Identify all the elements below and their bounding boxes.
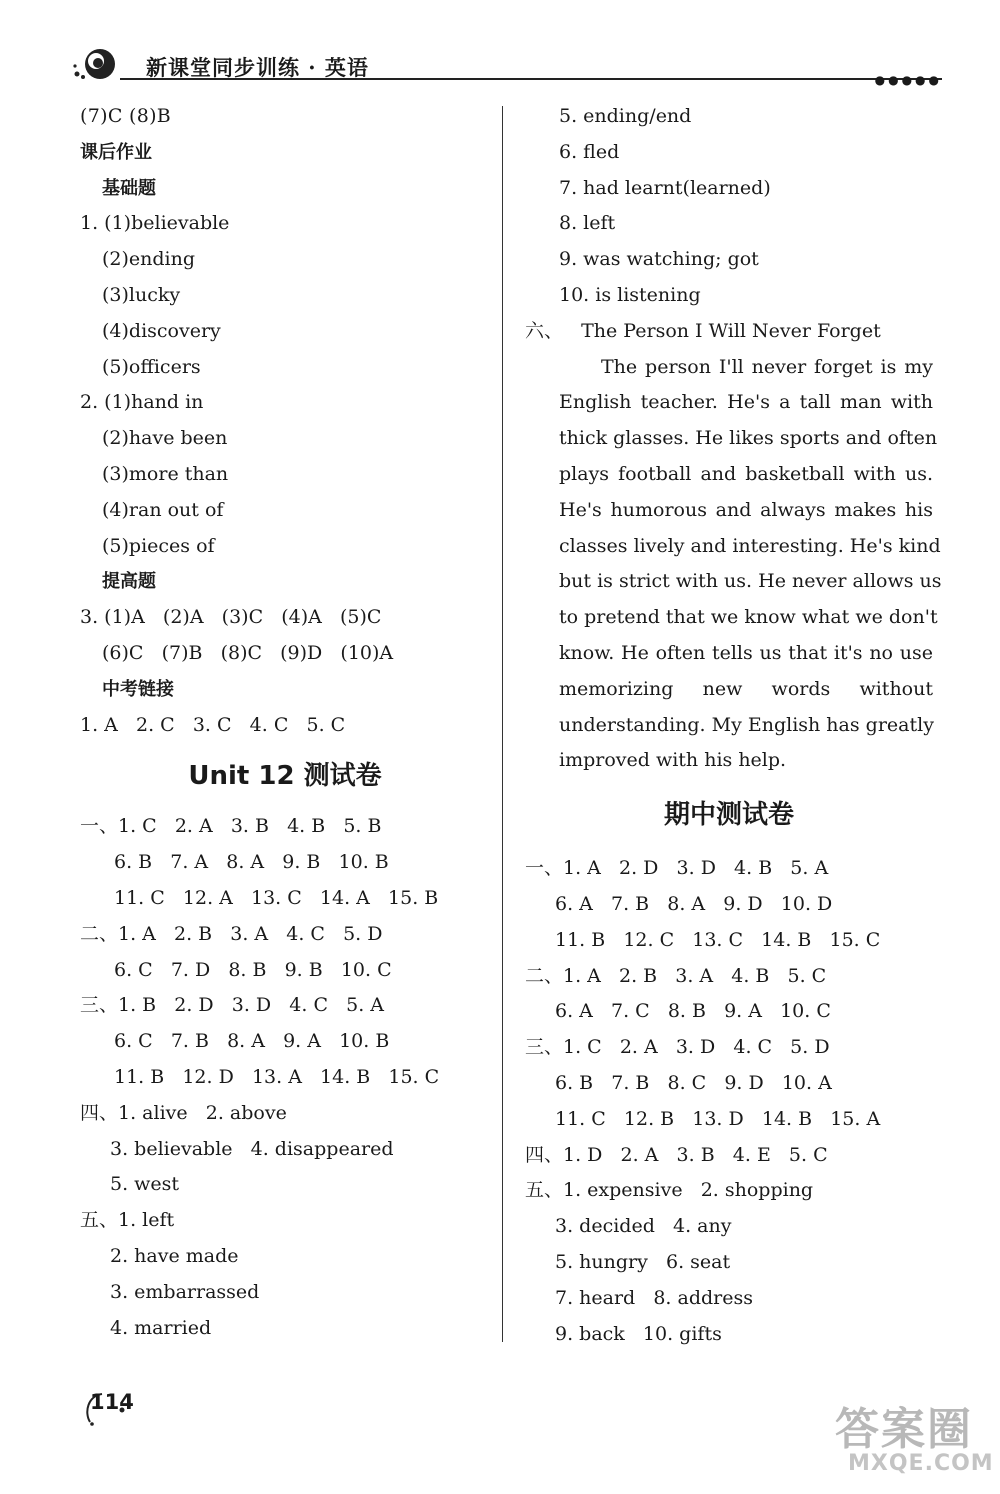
answer-line: 11. C 12. A 13. C 14. A 15. B [114, 886, 439, 909]
answer-line: (5)officers [102, 355, 201, 378]
essay-heading: 六、 The Person I Will Never Forget [525, 319, 881, 342]
answer-line: 4. married [110, 1316, 212, 1339]
answer-line: 四、1. D 2. A 3. B 4. E 5. C [525, 1143, 828, 1166]
answer-line: 2. have made [110, 1244, 239, 1267]
answer-line: (4)ran out of [102, 498, 224, 521]
header-rule [120, 78, 942, 80]
answer-line: 四、1. alive 2. above [80, 1101, 287, 1124]
essay-line: He's humorous and always makes his [559, 498, 933, 521]
book-title: 新课堂同步训练 · 英语 [146, 55, 369, 80]
answer-line: 3. (1)A (2)A (3)C (4)A (5)C [80, 606, 382, 629]
answer-line: 1. A 2. C 3. C 4. C 5. C [80, 713, 346, 736]
answer-line: 8. left [559, 212, 616, 235]
answer-line: 二、1. A 2. B 3. A 4. C 5. D [80, 922, 383, 945]
answer-line: (3)lucky [102, 283, 181, 306]
answer-line: 9. back 10. gifts [555, 1322, 722, 1345]
answer-line: 6. B 7. A 8. A 9. B 10. B [114, 851, 389, 874]
answer-line: 一、1. C 2. A 3. B 4. B 5. B [80, 815, 382, 838]
answer-line: 五、1. expensive 2. shopping [525, 1179, 814, 1202]
answer-line: (6)C (7)B (8)C (9)D (10)A [102, 641, 394, 664]
midterm-test-title: 期中测试卷 [663, 800, 794, 831]
answer-line: 2. (1)hand in [80, 391, 204, 414]
essay-line: English teacher. He's a tall man with [559, 391, 933, 414]
answer-line: (2)ending [102, 248, 196, 271]
answer-line: 6. A 7. B 8. A 9. D 10. D [555, 892, 833, 915]
essay-line: memorizing new words without [559, 677, 933, 700]
left-column [80, 99, 490, 1346]
answer-line: (3)more than [102, 462, 229, 485]
essay-line: improved with his help. [559, 749, 787, 772]
section-heading-exam-link: 中考链接 [102, 678, 174, 700]
page-number: 114 [90, 1390, 134, 1414]
answer-line: 9. was watching; got [559, 248, 759, 271]
answer-line: (4)discovery [102, 319, 221, 342]
answer-line: 三、1. B 2. D 3. D 4. C 5. A [80, 994, 385, 1017]
answer-line: 11. B 12. C 13. C 14. B 15. C [555, 928, 881, 951]
answer-line: 5. ending/end [559, 105, 692, 127]
watermark-logo: 答案圈 [835, 1404, 973, 1455]
answer-line: (7)C (8)B [80, 105, 172, 127]
watermark-url: MXQE.COM [848, 1451, 994, 1476]
answer-line: 3. believable 4. disappeared [110, 1137, 394, 1160]
column-divider [502, 106, 503, 1342]
essay-line: to pretend that we know what we don't [559, 606, 938, 629]
answer-line: 6. fled [559, 140, 620, 163]
answer-line: (5)pieces of [102, 534, 215, 557]
answer-line: 11. B 12. D 13. A 14. B 15. C [114, 1065, 440, 1088]
answer-line: 6. B 7. B 8. C 9. D 10. A [555, 1071, 832, 1094]
essay-line: but is strict with us. He never allows us [559, 570, 942, 593]
section-heading-basic: 基础题 [102, 177, 156, 199]
section-heading-advanced: 提高题 [102, 571, 156, 593]
section-heading-homework: 课后作业 [80, 141, 152, 163]
answer-line: 1. (1)believable [80, 212, 230, 235]
answer-line: 5. hungry 6. seat [555, 1250, 731, 1273]
right-column [525, 99, 942, 1352]
answer-line: (2)have been [102, 427, 228, 450]
essay-line: The person I'll never forget is my [601, 355, 933, 378]
answer-line: 6. C 7. B 8. A 9. A 10. B [114, 1030, 390, 1053]
answer-line: 一、1. A 2. D 3. D 4. B 5. A [525, 857, 829, 880]
essay-line: know. He often tells us that it's no use [559, 641, 933, 664]
answer-line: 二、1. A 2. B 3. A 4. B 5. C [525, 964, 827, 987]
answer-line: 三、1. C 2. A 3. D 4. C 5. D [525, 1036, 830, 1059]
answer-line: 6. A 7. C 8. B 9. A 10. C [555, 1000, 831, 1023]
answer-line: 11. C 12. B 13. D 14. B 15. A [555, 1107, 881, 1130]
answer-line: 5. west [110, 1173, 180, 1196]
answer-line: 6. C 7. D 8. B 9. B 10. C [114, 958, 392, 981]
answer-line: 7. heard 8. address [555, 1286, 753, 1309]
book-logo-icon [72, 44, 118, 84]
essay-line: understanding. My English has greatly [559, 713, 934, 736]
answer-line: 五、1. left [80, 1209, 175, 1232]
essay-line: thick glasses. He likes sports and often [559, 427, 938, 450]
answer-line: 3. decided 4. any [555, 1215, 732, 1238]
unit12-test-title: Unit 12 测试卷 [188, 761, 382, 792]
answer-line: 3. embarrassed [110, 1280, 260, 1303]
header-dots: ●●●●● [874, 73, 942, 87]
essay-line: plays football and basketball with us. [559, 462, 933, 485]
page-header [62, 40, 942, 90]
answer-line: 7. had learnt(learned) [559, 176, 771, 199]
essay-line: classes lively and interesting. He's kind [559, 534, 941, 557]
answer-line: 10. is listening [559, 283, 701, 306]
